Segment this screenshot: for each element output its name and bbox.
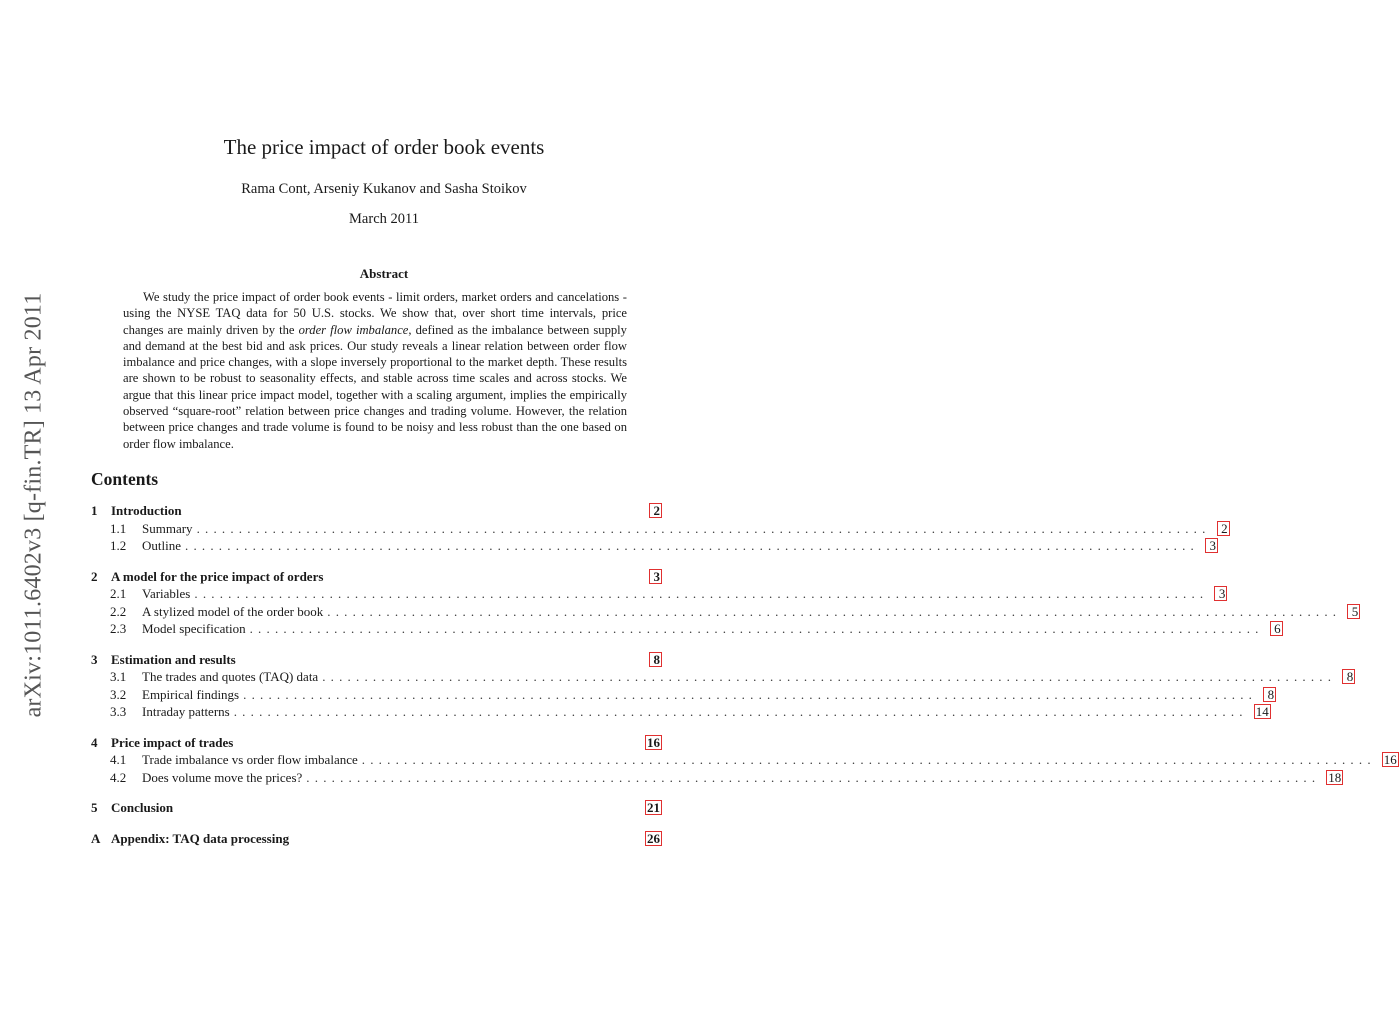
- toc-section: [91, 831, 662, 849]
- toc-leader-dots: ........................................................................................................................: [196, 520, 1211, 536]
- toc-section-number: 2: [91, 568, 98, 584]
- toc-subsection-number: 4.2: [110, 769, 127, 785]
- toc-page-link[interactable]: 14: [1255, 704, 1269, 719]
- toc-section-row[interactable]: [91, 831, 662, 849]
- toc-page-link[interactable]: 18: [1328, 769, 1342, 785]
- contents-heading: Contents: [91, 469, 159, 489]
- toc-subsection-row[interactable]: [91, 538, 1216, 556]
- toc-section-title: Price impact of trades: [111, 734, 234, 750]
- toc-subsection-title: A stylized model of the order book: [142, 603, 324, 619]
- toc-page-link[interactable]: 21: [647, 800, 660, 815]
- toc-section-row[interactable]: [91, 735, 662, 753]
- toc-page-link[interactable]: 3: [1214, 586, 1227, 601]
- abstract-text-before: We study the price impact of order book events - limit orders, market orders and cancelations - using the NYSE TAQ data for 50 U.S. stocks. We show that, over short time intervals, price changes are mainly driven by the: [123, 290, 627, 337]
- toc-section: [91, 568, 1359, 639]
- toc-subsection-number: 3.1: [110, 669, 127, 684]
- toc-subsection-number: 2.3: [110, 621, 127, 636]
- toc-subsection-row[interactable]: [91, 669, 1354, 687]
- toc-subsection-row[interactable]: [91, 603, 1359, 622]
- toc-section: [91, 800, 662, 818]
- toc-section-title: Appendix: TAQ data processing: [111, 830, 290, 846]
- toc-subsection-number: 2.1: [110, 586, 127, 601]
- table-of-contents: [91, 503, 1397, 861]
- toc-section-number: 4: [91, 734, 98, 750]
- toc-section-number: 5: [91, 800, 98, 815]
- toc-section-title: Estimation and results: [111, 651, 236, 667]
- toc-subsection-title: Does volume move the prices?: [142, 769, 303, 785]
- abstract-heading: Abstract: [359, 266, 409, 281]
- paper-title: The price impact of order book events: [223, 135, 545, 159]
- toc-leader-dots: ........................................................................................................................: [249, 621, 1264, 636]
- toc-leader-dots: ........................................................................................................................: [194, 586, 1209, 601]
- toc-page-link[interactable]: 6: [1270, 621, 1283, 636]
- paper-authors: Rama Cont, Arseniy Kukanov and Sasha Stoikov: [241, 181, 527, 197]
- toc-section-title: A model for the price impact of orders: [111, 568, 324, 584]
- toc-subsection-title: Outline: [142, 538, 181, 553]
- toc-section-row[interactable]: [91, 503, 662, 521]
- toc-leader-dots: ........................................................................................................................: [361, 752, 1376, 767]
- toc-subsection-row[interactable]: [91, 520, 1228, 539]
- toc-section-row[interactable]: [91, 652, 662, 670]
- paper-date: March 2011: [349, 211, 419, 227]
- toc-subsection-title: Empirical findings: [142, 686, 240, 702]
- toc-section-title: Introduction: [111, 503, 182, 518]
- toc-subsection-row[interactable]: [91, 752, 1397, 770]
- toc-subsection-number: 2.2: [110, 603, 127, 619]
- toc-subsection-title: Trade imbalance vs order flow imbalance: [142, 752, 358, 767]
- toc-subsection-row[interactable]: [91, 704, 1269, 722]
- toc-section-row[interactable]: [91, 569, 662, 587]
- toc-subsection-title: Variables: [142, 586, 191, 601]
- abstract-body: [123, 289, 627, 452]
- abstract-text-after: , defined as the imbalance between supply and demand at the best bid and ask prices. Our study reveals a linear relation between order flow imbalance and price changes, with a slope inversely proportional to the market depth. These results are shown to be robust to seasonality effects, and stable across time scales and across stocks. We argue that this linear price impact model, together with a scaling argument, implies the empirically observed “square-root” relation between price changes and trading volume. However, the relation between price changes and trade volume is found to be noisy and less robust than the one based on order flow imbalance.: [123, 322, 627, 451]
- toc-leader-dots: ........................................................................................................................: [185, 538, 1199, 553]
- toc-page-link[interactable]: 3: [1205, 538, 1218, 553]
- arxiv-identifier-stamp: arXiv:1011.6402v3 [q-fin.TR] 13 Apr 2011: [20, 292, 47, 718]
- toc-section: [91, 503, 1228, 556]
- toc-page-link[interactable]: 5: [1347, 604, 1360, 619]
- toc-subsection-row[interactable]: [91, 586, 1226, 604]
- toc-leader-dots: ........................................................................................................................: [233, 704, 1248, 719]
- toc-subsection-number: 1.1: [110, 520, 127, 536]
- toc-subsection-title: Intraday patterns: [142, 704, 230, 719]
- toc-section-title: Conclusion: [111, 800, 174, 815]
- toc-page-link[interactable]: 2: [1217, 521, 1230, 536]
- toc-subsection-number: 3.2: [110, 686, 127, 702]
- toc-page-link[interactable]: 8: [1263, 687, 1276, 702]
- toc-page-link[interactable]: 26: [647, 830, 660, 846]
- toc-subsection-row[interactable]: [91, 686, 1275, 705]
- toc-subsection-number: 3.3: [110, 704, 127, 719]
- toc-section: [91, 734, 1397, 788]
- toc-section-row[interactable]: [91, 800, 662, 818]
- toc-page-link[interactable]: 3: [649, 569, 662, 584]
- toc-section: [91, 651, 1354, 722]
- toc-subsection-title: Summary: [142, 520, 193, 536]
- toc-page-link[interactable]: 8: [1342, 669, 1355, 684]
- toc-section-number: 1: [91, 503, 98, 518]
- toc-leader-dots: ........................................................................................................................: [306, 769, 1321, 785]
- toc-page-link[interactable]: 16: [1383, 752, 1397, 767]
- toc-leader-dots: ........................................................................................................................: [243, 686, 1258, 702]
- toc-subsection-number: 1.2: [110, 538, 127, 553]
- toc-subsection-number: 4.1: [110, 752, 127, 767]
- toc-subsection-row[interactable]: [91, 769, 1342, 788]
- toc-leader-dots: ........................................................................................................................: [322, 669, 1337, 684]
- toc-page-link[interactable]: 8: [649, 652, 662, 667]
- abstract-emphasis: order flow imbalance: [298, 322, 409, 337]
- toc-subsection-row[interactable]: [91, 621, 1281, 639]
- toc-subsection-title: The trades and quotes (TAQ) data: [142, 669, 319, 684]
- toc-section-number: 3: [91, 651, 98, 667]
- toc-page-link[interactable]: 2: [649, 503, 662, 518]
- toc-subsection-title: Model specification: [142, 621, 246, 636]
- toc-leader-dots: ........................................................................................................................: [327, 603, 1342, 619]
- toc-section-number: A: [91, 830, 101, 846]
- toc-page-link[interactable]: 16: [647, 734, 660, 750]
